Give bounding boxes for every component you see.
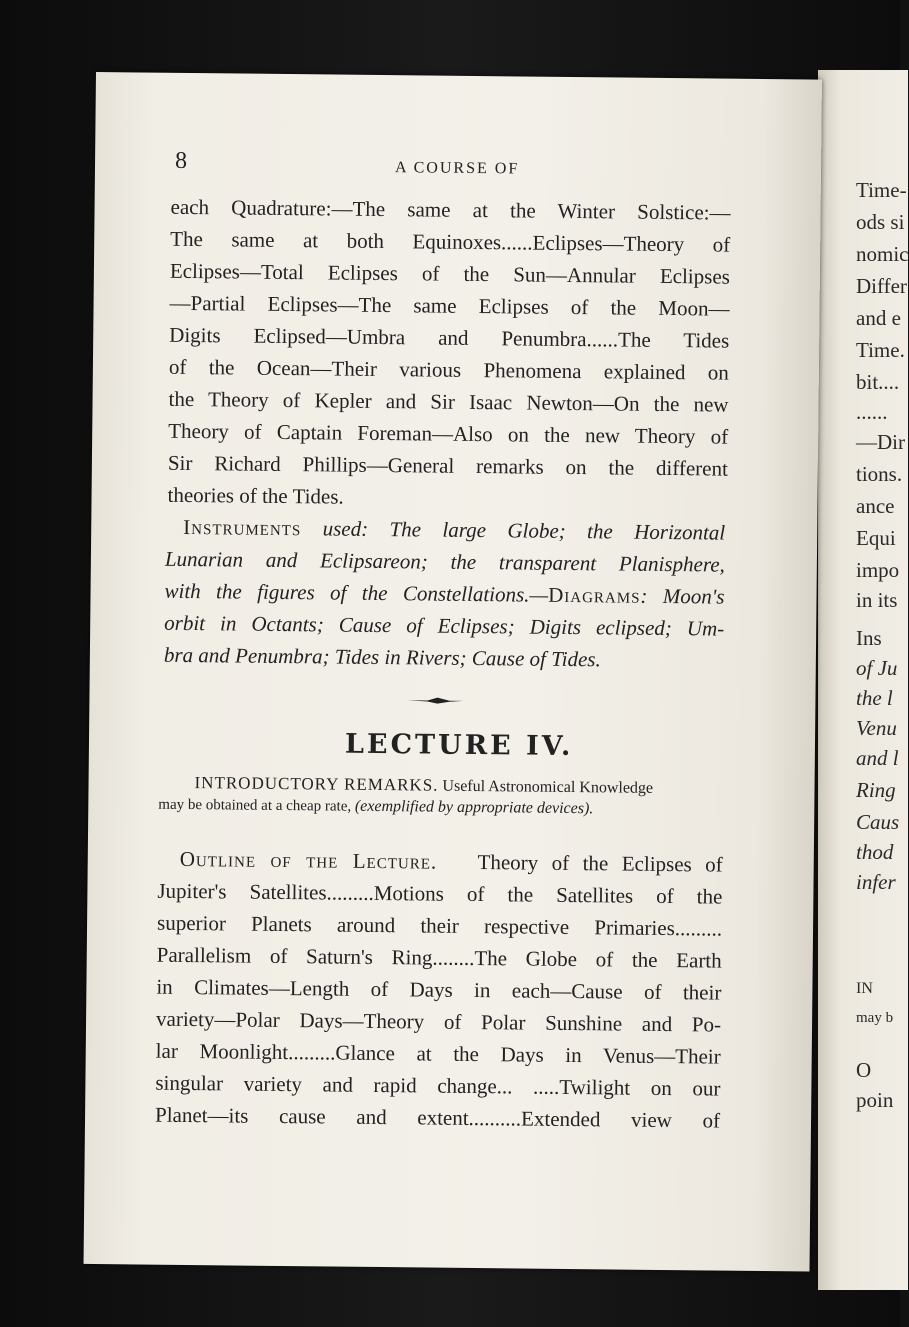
facing-line: Ins [856,626,882,650]
intro-text: Useful Astronomical Knowledge [442,777,654,797]
facing-line: —Dir [856,430,905,454]
facing-page [818,70,908,1290]
diagrams-label: Diagrams [548,582,641,608]
instruments-text: with the figures of the Constellations.— [164,578,549,607]
text-line: superior Planets around their respective Primaries......... [156,910,723,941]
facing-line: infer [856,870,896,894]
text-line: lar Moonlight.........Glance at the Days in Venus—Their [155,1038,721,1069]
page-number: 8 [174,147,188,174]
text-line: Digits Eclipsed—Umbra and Penumbra......The Tides [169,322,730,353]
text-line: each Quadrature:—The same at the Winter Solstice:— [170,194,731,225]
text-line: theories of the Tides. [167,482,344,509]
text-line: of the Ocean—Their various Phenomena explained on [168,354,730,385]
facing-line: Ring [856,778,896,802]
facing-line: thod [856,840,894,864]
intro-text: may be obtained at a cheap rate, [158,796,352,815]
facing-line: and l [856,746,899,770]
text-line: The same at both Equinoxes......Eclipses—Theory of [170,226,731,257]
facing-line: may b [856,1010,894,1026]
facing-line: ...... [856,400,888,424]
text-line: orbit in Octants; Cause of Eclipses; Digits eclipsed; Um- [164,610,725,641]
text-line: Parallelism of Saturn's Ring........The Globe of the Earth [156,942,722,973]
book-page [84,72,822,1272]
facing-line: impo [856,558,900,582]
text-line: variety—Polar Days—Theory of Polar Sunshine and Po- [155,1006,722,1037]
facing-line: the l [856,686,893,710]
facing-line: IN [856,980,873,997]
facing-line: of Ju [856,656,898,680]
facing-line: poin [856,1088,894,1112]
instruments-text: : Moon's [640,583,725,609]
intro-line [158,796,593,819]
facing-line: bit.... [856,370,900,394]
intro-label: INTRODUCTORY REMARKS. [194,773,439,795]
text-line: bra and Penumbra; Tides in Rivers; Cause of Tides. [163,642,601,672]
text-line [179,846,723,877]
facing-line: in its [856,588,898,612]
text-line: Jupiter's Satellites.........Motions of the Satellites of the [157,878,723,909]
text-line: Lunarian and Eclipsareon; the transparent Planisphere, [164,546,726,577]
outline-text: Theory of the Eclipses of [477,850,723,877]
facing-line: tions. [856,462,903,486]
facing-line: Differ [856,274,907,298]
text-line [164,578,725,609]
text-line: the Theory of Kepler and Sir Isaac Newton—On the new [168,386,729,417]
facing-line: Venu [856,716,897,740]
facing-line: nomic [856,242,909,266]
facing-line: and e [856,306,901,330]
instruments-text: used: The large Globe; the Horizontal [301,516,726,545]
text-line: in Climates—Length of Days in each—Cause of their [156,974,722,1005]
page-text [84,72,822,1272]
text-line: Theory of Captain Foreman—Also on the new Theory of [168,418,729,449]
lecture-title: LECTURE IV. [344,728,574,763]
facing-line: ance [856,494,895,518]
facing-line: Equi [856,526,896,550]
facing-line: O [856,1058,872,1082]
ornament-rule [405,695,465,706]
instruments-label: Instruments [183,514,302,541]
facing-line: Time- [856,178,907,202]
outline-label: Outline of the Lecture. [179,846,438,874]
text-line: Planet—its cause and extent..........Extended view of [154,1102,721,1133]
text-line [183,514,726,545]
running-head: A COURSE OF [394,159,520,178]
facing-line: ods si [856,210,905,234]
text-line: Eclipses—Total Eclipses of the Sun—Annular Eclipses [169,258,731,289]
text-line: —Partial Eclipses—The same Eclipses of the Moon— [169,290,730,321]
facing-line: Caus [856,810,900,834]
intro-italic: (exemplified by appropriate devices). [354,797,594,818]
intro-line [194,773,653,798]
text-line: Sir Richard Phillips—General remarks on the different [167,450,729,481]
facing-line: Time. [856,338,905,362]
text-line: singular variety and rapid change... .....Twilight on our [155,1070,721,1101]
